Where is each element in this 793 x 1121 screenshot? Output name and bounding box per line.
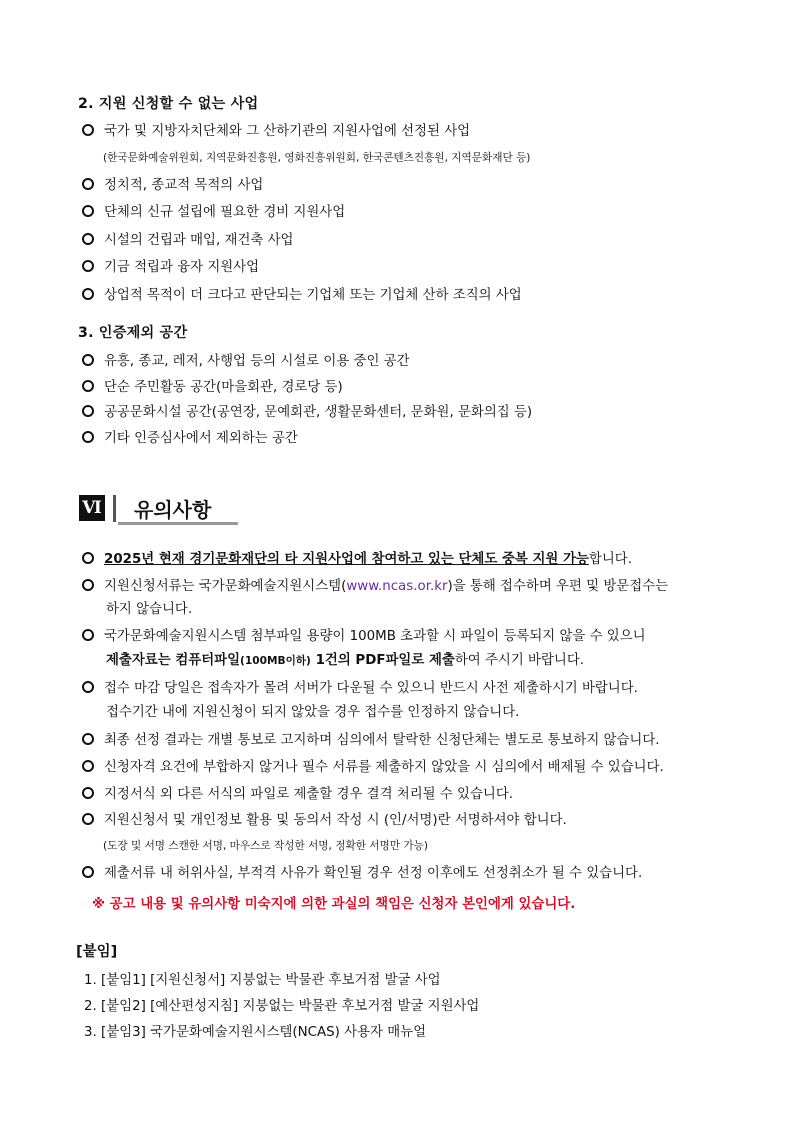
list-item: 단체의 신규 설립에 필요한 경비 지원사업 bbox=[82, 201, 345, 220]
list-item: 유흥, 종교, 레저, 사행업 등의 시설로 이용 중인 공간 bbox=[82, 350, 410, 369]
notice-item: 제출서류 내 허위사실, 부적격 사유가 확인될 경우 선정 이후에도 선정취소가 될 수 있습니다. bbox=[82, 862, 642, 881]
notice-item: 2025년 현재 경기문화재단의 타 지원사업에 참여하고 있는 단체도 중복 지원 가능합니다. bbox=[82, 548, 632, 567]
notice-item: 최종 선정 결과는 개별 통보로 고지하며 심의에서 탈락한 신청단체는 별도로 통보하지 않습니다. bbox=[82, 729, 660, 748]
attachment-item: 3. [붙임3] 국가문화예술지원시스템(NCAS) 사용자 매뉴얼 bbox=[84, 1025, 427, 1040]
list-item: 기타 인증심사에서 제외하는 공간 bbox=[82, 427, 298, 446]
circle-bullet-icon bbox=[82, 380, 94, 392]
circle-bullet-icon bbox=[82, 733, 94, 745]
section-divider bbox=[113, 495, 116, 522]
notice-item: 국가문화예술지원시스템 첨부파일 용량이 100MB 초과할 시 파일이 등록되지 않을 수 있으니 bbox=[82, 625, 646, 644]
circle-bullet-icon bbox=[82, 288, 94, 300]
warning-text: ※ 공고 내용 및 유의사항 미숙지에 의한 과실의 책임은 신청자 본인에게 있습니다. bbox=[92, 897, 576, 912]
notice-item: 지원신청서류는 국가문화예술지원시스템(www.ncas.or.kr)을 통해 접수하며 우편 및 방문접수는 bbox=[82, 575, 668, 594]
circle-bullet-icon bbox=[82, 579, 94, 591]
notice-continuation: 제출자료는 컴퓨터파일(100MB이하) 1건의 PDF파일로 제출하여 주시기 바랍니다. bbox=[106, 653, 585, 668]
list-item: 정치적, 종교적 목적의 사업 bbox=[82, 174, 263, 193]
circle-bullet-icon bbox=[82, 233, 94, 245]
section-heading-excluded: 3. 인증제외 공간 bbox=[78, 325, 188, 341]
section-heading-unsupported: 2. 지원 신청할 수 없는 사업 bbox=[78, 96, 259, 112]
notice-item: 신청자격 요건에 부합하지 않거나 필수 서류를 제출하지 않았을 시 심의에서 배제될 수 있습니다. bbox=[82, 756, 664, 775]
attachment-item: 2. [붙임2] [예산편성지침] 지붕없는 박물관 후보거점 발굴 지원사업 bbox=[84, 999, 480, 1014]
notice-item: 지정서식 외 다른 서식의 파일로 제출할 경우 결격 처리될 수 있습니다. bbox=[82, 783, 513, 802]
list-item: 상업적 목적이 더 크다고 판단되는 기업체 또는 기업체 산하 조직의 사업 bbox=[82, 284, 522, 303]
list-item: 공공문화시설 공간(공연장, 문예회관, 생활문화센터, 문화원, 문화의집 등) bbox=[82, 401, 532, 420]
notice-note: (도장 및 서명 스캔한 서명, 마우스로 작성한 서명, 정확한 서명만 가능) bbox=[103, 840, 428, 852]
list-item: 국가 및 지방자치단체와 그 산하기관의 지원사업에 선정된 사업 bbox=[82, 120, 470, 139]
circle-bullet-icon bbox=[82, 866, 94, 878]
notice-continuation: 접수기간 내에 지원신청이 되지 않았을 경우 접수를 인정하지 않습니다. bbox=[106, 705, 520, 720]
circle-bullet-icon bbox=[82, 629, 94, 641]
section-title: 유의사항 bbox=[134, 498, 212, 522]
circle-bullet-icon bbox=[82, 405, 94, 417]
notice-item: 지원신청서 및 개인정보 활용 및 동의서 작성 시 (인/서명)란 서명하셔야 합니다. bbox=[82, 809, 567, 828]
section-number-badge: Ⅵ bbox=[79, 495, 105, 521]
circle-bullet-icon bbox=[82, 354, 94, 366]
ncas-link[interactable]: www.ncas.or.kr bbox=[346, 579, 448, 594]
circle-bullet-icon bbox=[82, 681, 94, 693]
circle-bullet-icon bbox=[82, 552, 94, 564]
attachment-item: 1. [붙임1] [지원신청서] 지붕없는 박물관 후보거점 발굴 사업 bbox=[84, 973, 441, 988]
circle-bullet-icon bbox=[82, 178, 94, 190]
circle-bullet-icon bbox=[82, 787, 94, 799]
circle-bullet-icon bbox=[82, 813, 94, 825]
circle-bullet-icon bbox=[82, 760, 94, 772]
attachments-heading: [붙임] bbox=[76, 944, 118, 960]
list-item: 단순 주민활동 공간(마을회관, 경로당 등) bbox=[82, 376, 343, 395]
circle-bullet-icon bbox=[82, 260, 94, 272]
section-underline bbox=[118, 522, 238, 525]
notice-continuation: 하지 않습니다. bbox=[106, 602, 193, 617]
notice-item: 접수 마감 당일은 접속자가 몰려 서버가 다운될 수 있으니 반드시 사전 제출하시기 바랍니다. bbox=[82, 677, 638, 696]
circle-bullet-icon bbox=[82, 205, 94, 217]
list-item: 시설의 건립과 매입, 재건축 사업 bbox=[82, 229, 293, 248]
circle-bullet-icon bbox=[82, 124, 94, 136]
list-note: (한국문화예술위원회, 지역문화진흥원, 영화진흥위원회, 한국콘텐츠진흥원, 지역문화재단 등) bbox=[103, 152, 531, 164]
circle-bullet-icon bbox=[82, 431, 94, 443]
list-item: 기금 적립과 융자 지원사업 bbox=[82, 256, 259, 275]
